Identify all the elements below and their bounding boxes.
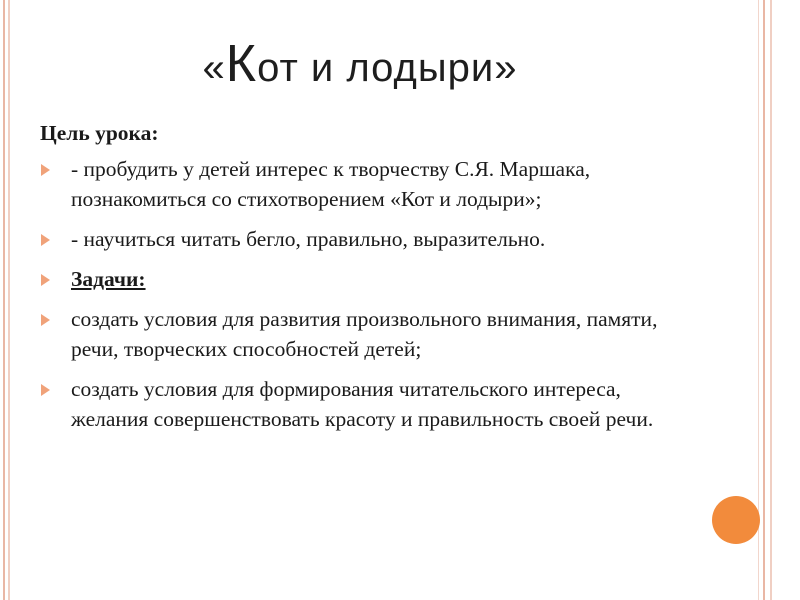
- triangle-bullet-icon: [41, 164, 50, 176]
- list-item-text: - научиться читать бегло, правильно, выразительно.: [71, 227, 546, 251]
- slide-title: [0, 34, 720, 94]
- title-open-quote: «: [202, 46, 226, 90]
- frame-line-right-outer: [770, 0, 772, 600]
- title-rest: от и лодыри: [257, 46, 495, 90]
- triangle-bullet-icon: [41, 274, 50, 286]
- title-capital-letter: К: [225, 35, 258, 93]
- triangle-bullet-icon: [41, 384, 50, 396]
- tasks-heading-item: [40, 264, 680, 294]
- frame-line-right-middle: [763, 0, 765, 600]
- orange-circle-icon: [712, 496, 760, 544]
- list-item-text: создать условия для формирования читательского интереса, желания совершенствовать красоту и правильность своей речи.: [71, 377, 654, 431]
- slide-content: [40, 118, 680, 444]
- list-item: [40, 154, 680, 214]
- list-item-text: - пробудить у детей интерес к творчеству С.Я. Маршака, познакомиться со стихотворением «Кот и лодыри»;: [71, 157, 591, 211]
- list-item: [40, 224, 680, 254]
- title-close-quote: »: [494, 46, 518, 90]
- lesson-goal-heading: Цель урока:: [40, 121, 159, 145]
- triangle-bullet-icon: [41, 314, 50, 326]
- list-item-text: создать условия для развития произвольного внимания, памяти, речи, творческих способностей детей;: [71, 307, 658, 361]
- list-item: [40, 374, 680, 434]
- tasks-heading: Задачи:: [71, 267, 146, 291]
- triangle-bullet-icon: [41, 234, 50, 246]
- list-item: [40, 304, 680, 364]
